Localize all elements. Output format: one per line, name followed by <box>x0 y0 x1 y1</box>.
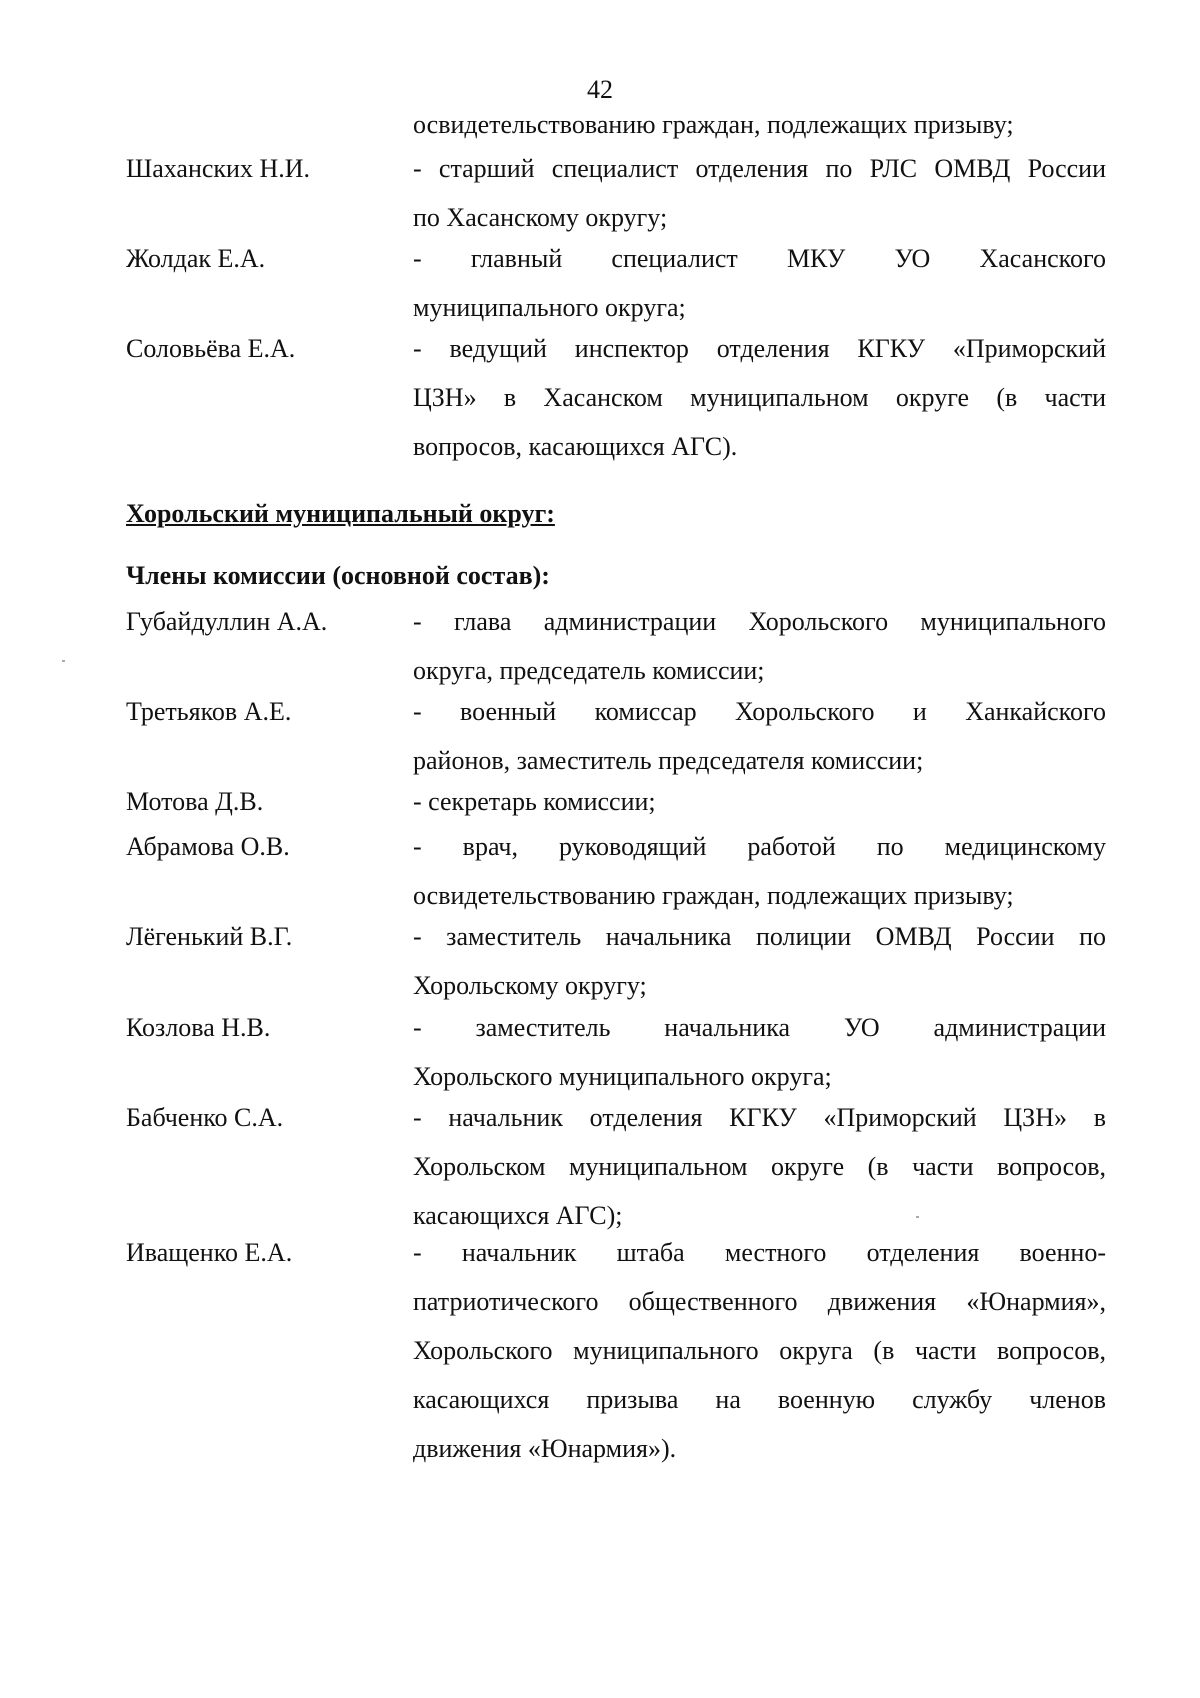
role-line: Хорольском муниципальном округе (в части вопросов, <box>413 1152 1106 1181</box>
member-name: Абрамова О.В. <box>126 832 290 861</box>
page-number: 42 <box>587 75 613 104</box>
role-line: Хорольского муниципального округа (в части вопросов, <box>413 1336 1106 1365</box>
role-line: - заместитель начальника УО администрации <box>413 1013 1106 1042</box>
role-line: ЦЗН» в Хасанском муниципальном округе (в части <box>413 383 1106 412</box>
member-name: Губайдуллин А.А. <box>126 607 328 636</box>
member-name: Жолдак Е.А. <box>126 244 266 273</box>
role-line: касающихся АГС); <box>413 1201 623 1230</box>
role-line: - ведущий инспектор отделения КГКУ «Приморский <box>413 334 1106 363</box>
role-line: районов, заместитель председателя комиссии; <box>413 746 924 775</box>
role-line: освидетельствованию граждан, подлежащих призыву; <box>413 881 1014 910</box>
role-line: освидетельствованию граждан, подлежащих призыву; <box>413 110 1014 139</box>
member-role <box>413 324 1106 471</box>
member-role <box>413 687 1106 785</box>
role-line: по Хасанскому округу; <box>413 203 668 232</box>
member-name: Иващенко Е.А. <box>126 1238 293 1267</box>
role-line: - военный комиссар Хорольского и Ханкайского <box>413 697 1106 726</box>
member-name: Третьяков А.Е. <box>126 697 292 726</box>
role-line: - старший специалист отделения по РЛС ОМВД России <box>413 154 1106 183</box>
role-line: - главный специалист МКУ УО Хасанского <box>413 244 1106 273</box>
section-heading: Хорольский муниципальный округ: <box>126 499 555 528</box>
member-name: Бабченко С.А. <box>126 1103 284 1132</box>
subheading: Члены комиссии (основной состав): <box>126 561 550 590</box>
role-line: округа, председатель комиссии; <box>413 656 765 685</box>
role-line: движения «Юнармия»). <box>413 1434 677 1463</box>
member-role <box>413 822 1106 920</box>
member-role <box>413 1003 1106 1101</box>
member-role <box>413 234 1106 332</box>
scan-speck <box>62 660 65 662</box>
scan-speck <box>916 1216 919 1218</box>
role-line: - секретарь комиссии; <box>413 787 656 816</box>
member-role <box>413 144 1106 242</box>
role-line: - глава администрации Хорольского муниципального <box>413 607 1106 636</box>
member-name: Лёгенький В.Г. <box>126 922 293 951</box>
role-line: Хорольскому округу; <box>413 971 647 1000</box>
role-line: - начальник штаба местного отделения военно- <box>413 1238 1106 1267</box>
member-name: Мотова Д.В. <box>126 787 264 816</box>
role-line: вопросов, касающихся АГС). <box>413 432 738 461</box>
member-role <box>413 1093 1106 1240</box>
member-name: Козлова Н.В. <box>126 1013 271 1042</box>
member-role <box>413 100 1106 149</box>
role-line: касающихся призыва на военную службу членов <box>413 1385 1106 1414</box>
member-name: Соловьёва Е.А. <box>126 334 296 363</box>
member-role <box>413 597 1106 695</box>
member-role <box>413 1228 1106 1473</box>
role-line: Хорольского муниципального округа; <box>413 1062 832 1091</box>
role-line: - врач, руководящий работой по медицинскому <box>413 832 1106 861</box>
member-role <box>413 777 1106 826</box>
role-line: муниципального округа; <box>413 293 686 322</box>
role-line: патриотического общественного движения «Юнармия», <box>413 1287 1106 1316</box>
member-name: Шаханских Н.И. <box>126 154 311 183</box>
role-line: - заместитель начальника полиции ОМВД России по <box>413 922 1106 951</box>
member-role <box>413 912 1106 1010</box>
role-line: - начальник отделения КГКУ «Приморский ЦЗН» в <box>413 1103 1106 1132</box>
